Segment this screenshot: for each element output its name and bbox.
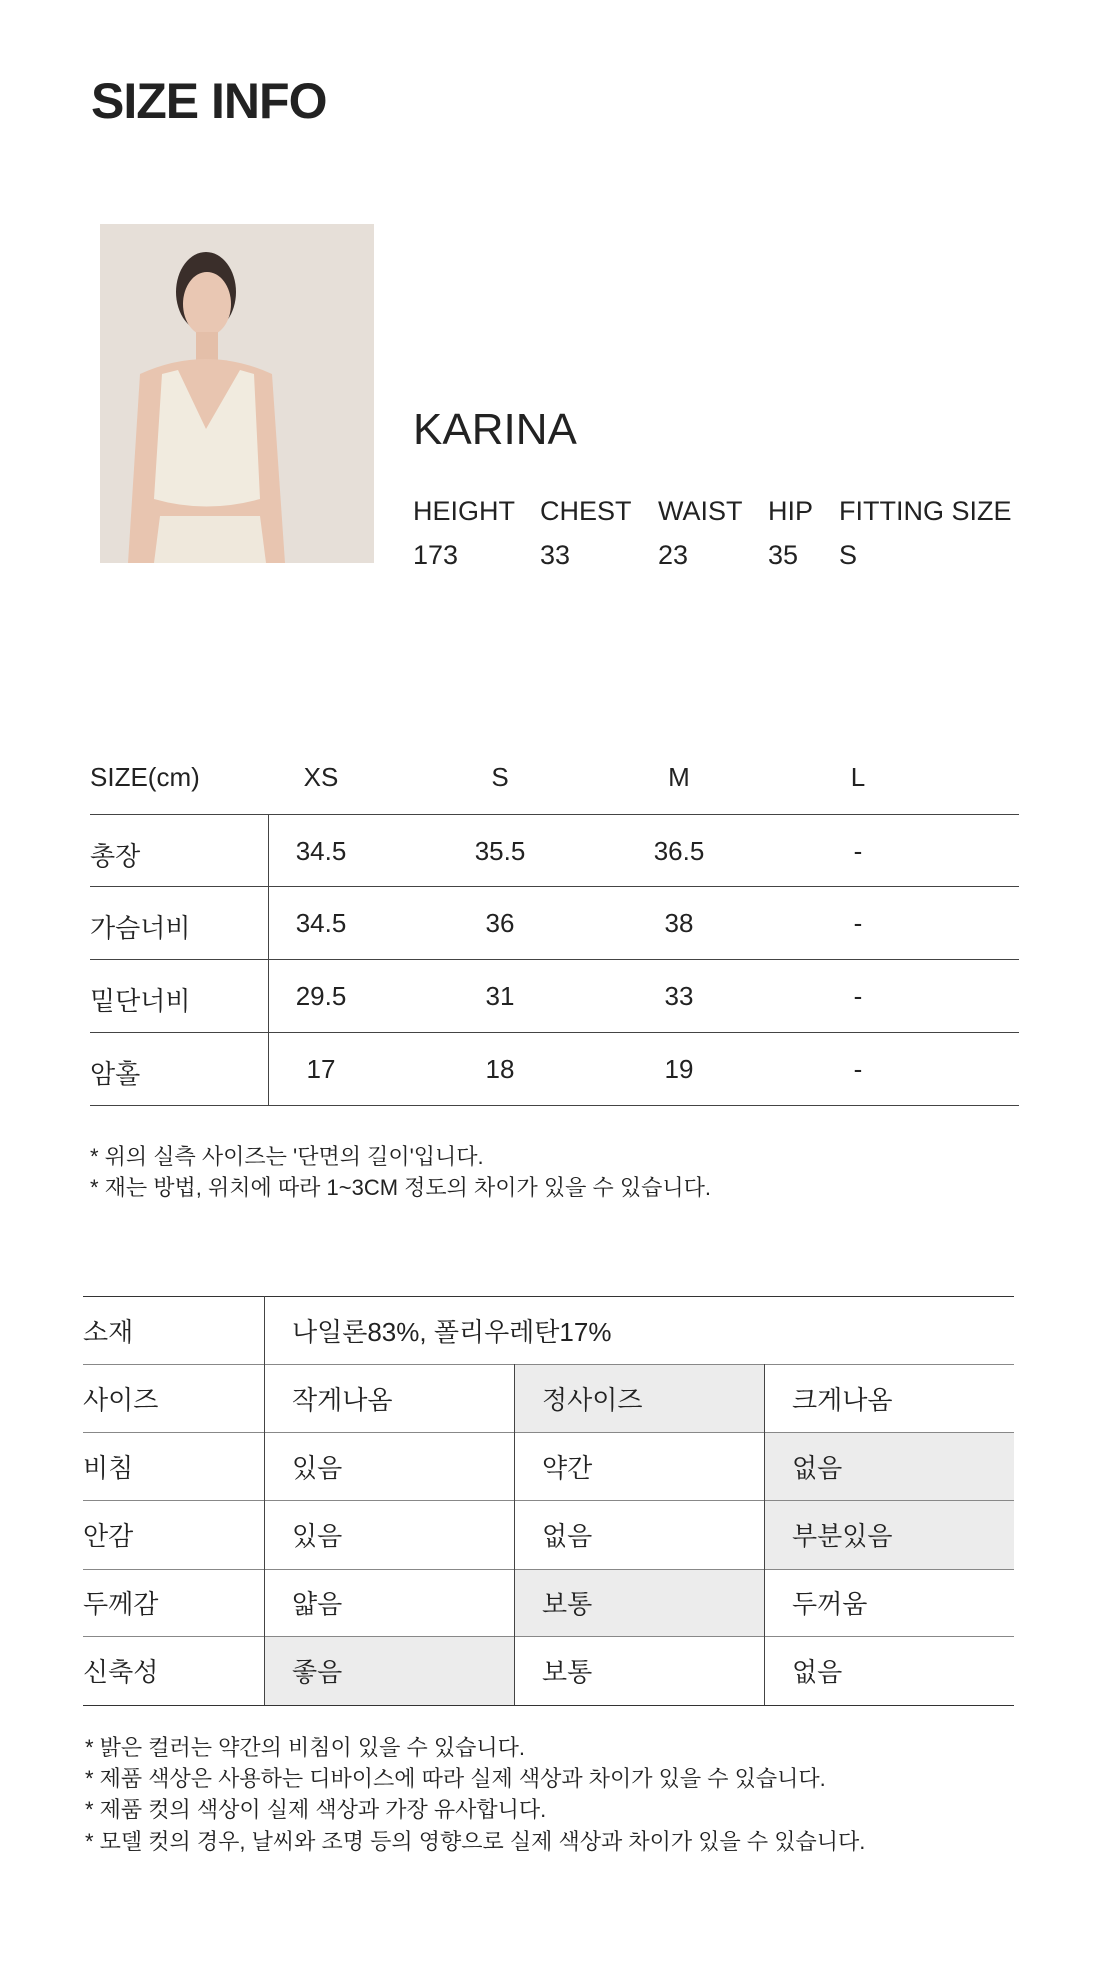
attribute-option: 있음 <box>292 1521 343 1551</box>
attribute-option: 부분있음 <box>792 1521 893 1551</box>
page-title: SIZE INFO <box>91 73 327 129</box>
table-cell: 36 <box>485 908 515 938</box>
table-cell: 19 <box>664 1054 694 1084</box>
attribute-option: 없음 <box>792 1657 843 1687</box>
bottom-note: * 제품 컷의 색상이 실제 색상과 가장 유사합니다. <box>85 1797 547 1822</box>
row-label: 암홀 <box>90 1059 141 1089</box>
attribute-option: 없음 <box>542 1521 593 1551</box>
row-label: 총장 <box>90 841 141 871</box>
row-label: 밑단너비 <box>90 986 191 1016</box>
attribute-label: 사이즈 <box>83 1384 159 1415</box>
label-chest: CHEST <box>540 496 632 526</box>
label-hip: HIP <box>768 496 814 526</box>
size-header: SIZE(cm) <box>90 762 200 792</box>
table-cell: - <box>853 981 863 1011</box>
divider <box>264 1296 265 1705</box>
divider <box>268 814 269 1105</box>
model-name: KARINA <box>413 405 577 454</box>
divider <box>83 1705 1014 1706</box>
table-cell: 34.5 <box>295 836 347 866</box>
divider <box>90 1105 1019 1106</box>
size-header: L <box>850 762 866 792</box>
attribute-option: 좋음 <box>292 1657 343 1687</box>
table-cell: 38 <box>664 908 694 938</box>
table-cell: 29.5 <box>295 981 347 1011</box>
table-cell: 17 <box>306 1054 336 1084</box>
table-cell: 35.5 <box>474 836 526 866</box>
material-label: 소재 <box>83 1316 134 1347</box>
attribute-option: 보통 <box>542 1657 593 1687</box>
attribute-label: 비침 <box>83 1452 134 1483</box>
divider <box>90 886 1019 887</box>
table-cell: 33 <box>664 981 694 1011</box>
table-cell: 18 <box>485 1054 515 1084</box>
value-fitting-size: S <box>839 540 858 570</box>
row-label: 가슴너비 <box>90 913 191 943</box>
table-cell: - <box>853 1054 863 1084</box>
divider <box>764 1364 765 1705</box>
table-cell: 31 <box>485 981 515 1011</box>
model-photo <box>100 224 374 563</box>
size-header: S <box>491 762 509 792</box>
attribute-label: 신축성 <box>83 1657 159 1687</box>
label-height: HEIGHT <box>413 496 516 526</box>
attribute-option: 있음 <box>292 1452 343 1483</box>
attribute-option: 크게나옴 <box>792 1384 893 1415</box>
divider <box>90 814 1019 815</box>
attribute-option: 작게나옴 <box>292 1384 393 1415</box>
value-waist: 23 <box>658 540 689 570</box>
bottom-note: * 밝은 컬러는 약간의 비침이 있을 수 있습니다. <box>85 1735 525 1760</box>
material-value: 나일론83%, 폴리우레탄17% <box>292 1316 612 1347</box>
divider <box>514 1364 515 1705</box>
attribute-option: 없음 <box>792 1452 843 1483</box>
divider <box>90 1032 1019 1033</box>
size-note: * 재는 방법, 위치에 따라 1~3CM 정도의 차이가 있을 수 있습니다. <box>90 1175 711 1200</box>
bottom-note: * 제품 색상은 사용하는 디바이스에 따라 실제 색상과 차이가 있을 수 있습니다. <box>85 1766 826 1791</box>
attribute-option: 약간 <box>542 1452 593 1483</box>
size-header: M <box>668 762 690 792</box>
label-waist: WAIST <box>658 496 743 526</box>
table-cell: 36.5 <box>653 836 705 866</box>
table-cell: - <box>853 908 863 938</box>
bottom-note: * 모델 컷의 경우, 날씨와 조명 등의 영향으로 실제 색상과 차이가 있을 수 있습니다. <box>85 1829 866 1854</box>
size-note: * 위의 실측 사이즈는 '단면의 길이'입니다. <box>90 1144 484 1169</box>
value-height: 173 <box>413 540 459 570</box>
attribute-label: 두께감 <box>83 1589 159 1619</box>
table-cell: - <box>853 836 863 866</box>
attribute-option: 얇음 <box>292 1589 343 1619</box>
attribute-label: 안감 <box>83 1521 134 1551</box>
divider <box>90 959 1019 960</box>
size-header: XS <box>303 762 339 792</box>
attribute-option: 보통 <box>542 1589 593 1619</box>
label-fitting-size: FITTING SIZE <box>839 496 1012 526</box>
value-chest: 33 <box>540 540 571 570</box>
attribute-option: 정사이즈 <box>542 1384 643 1415</box>
attribute-option: 두꺼움 <box>792 1589 868 1619</box>
table-cell: 34.5 <box>295 908 347 938</box>
value-hip: 35 <box>768 540 799 570</box>
